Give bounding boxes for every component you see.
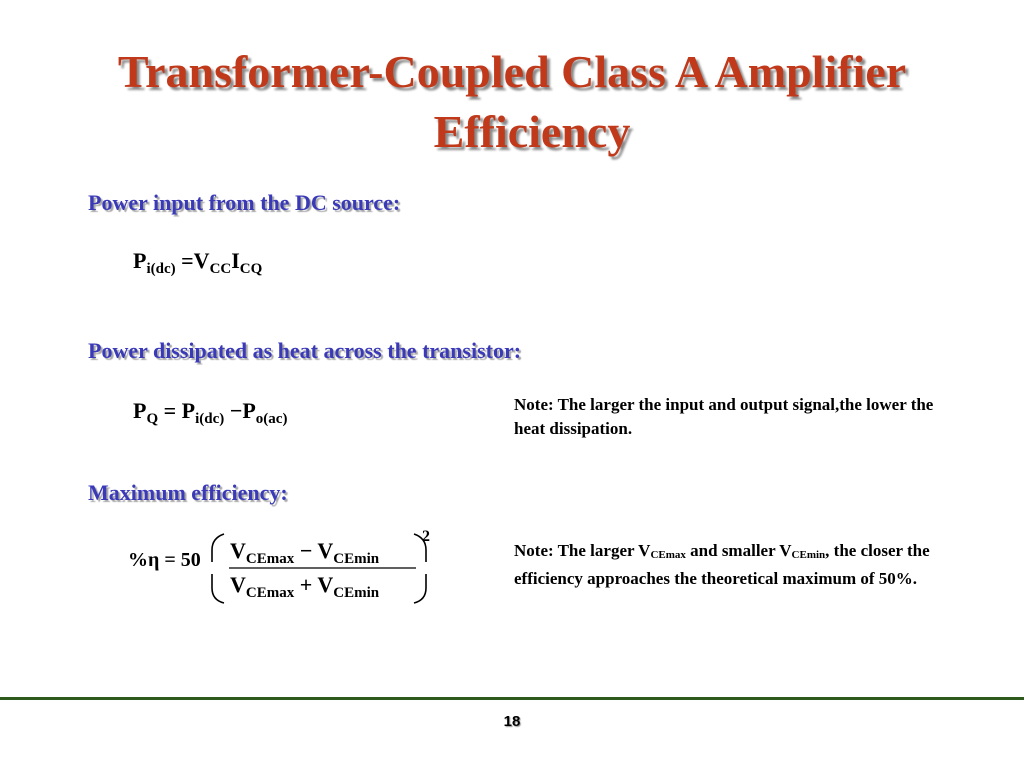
eq-subscript: CEmin: [333, 585, 380, 601]
eq-subscript: CEmin: [333, 551, 380, 567]
eq-symbol: I: [231, 248, 240, 273]
slide-title-line2: Efficiency: [433, 106, 631, 157]
eq-subscript: CC: [209, 261, 232, 277]
equation-power-input: [133, 248, 262, 278]
eq-symbol: V: [317, 538, 334, 563]
equation-power-dissipated: [133, 398, 287, 428]
eq-denominator: [230, 572, 379, 602]
eq-subscript: o(ac): [255, 411, 288, 427]
eq-subscript: CQ: [239, 261, 263, 277]
eq-subscript: i(dc): [195, 411, 225, 427]
eq-subscript: CEmax: [245, 585, 295, 601]
eq-symbol: V: [317, 572, 334, 597]
footer-divider: [0, 697, 1024, 700]
eq-symbol: P: [133, 398, 147, 423]
eq-numerator: [230, 538, 379, 568]
heading-max-efficiency: Maximum efficiency:: [88, 480, 288, 505]
eq-symbol: V: [230, 572, 246, 597]
note-text: Note: The larger V: [514, 541, 651, 560]
heading-power-dissipated: Power dissipated as heat across the transistor:: [88, 338, 522, 363]
note-efficiency: [514, 539, 954, 591]
eq-subscript: CEmax: [245, 551, 295, 567]
eq-lhs: %η = 50: [128, 549, 201, 571]
note-text: and smaller V: [685, 541, 792, 560]
eq-symbol: P: [181, 398, 196, 423]
note-subscript: CEmax: [650, 549, 686, 561]
eq-exponent: 2: [422, 528, 430, 545]
note-text: , the closer the efficiency approaches the theoretical maximum of 50%.: [514, 541, 930, 588]
eq-symbol: V: [230, 538, 246, 563]
eq-subscript: i(dc): [146, 261, 176, 277]
eq-equals: =: [163, 398, 177, 423]
equation-max-efficiency: [128, 528, 438, 608]
eq-minus: −: [299, 538, 313, 563]
eq-plus: +: [299, 572, 313, 597]
eq-symbol: V: [193, 248, 210, 273]
slide-title-line1: Transformer-Coupled Class A Amplifier: [117, 46, 907, 97]
eq-minus: −: [229, 398, 243, 423]
eq-symbol: P: [242, 398, 256, 423]
eq-subscript: Q: [146, 411, 159, 427]
eq-symbol: P: [133, 248, 147, 273]
page-number: 18: [503, 713, 521, 730]
eq-equals: =: [181, 248, 194, 273]
note-heat-dissipation: Note: The larger the input and output signal,the lower the heat dissipation.: [514, 395, 934, 438]
note-subscript: CEmin: [791, 549, 826, 561]
heading-power-input: Power input from the DC source:: [88, 190, 401, 215]
